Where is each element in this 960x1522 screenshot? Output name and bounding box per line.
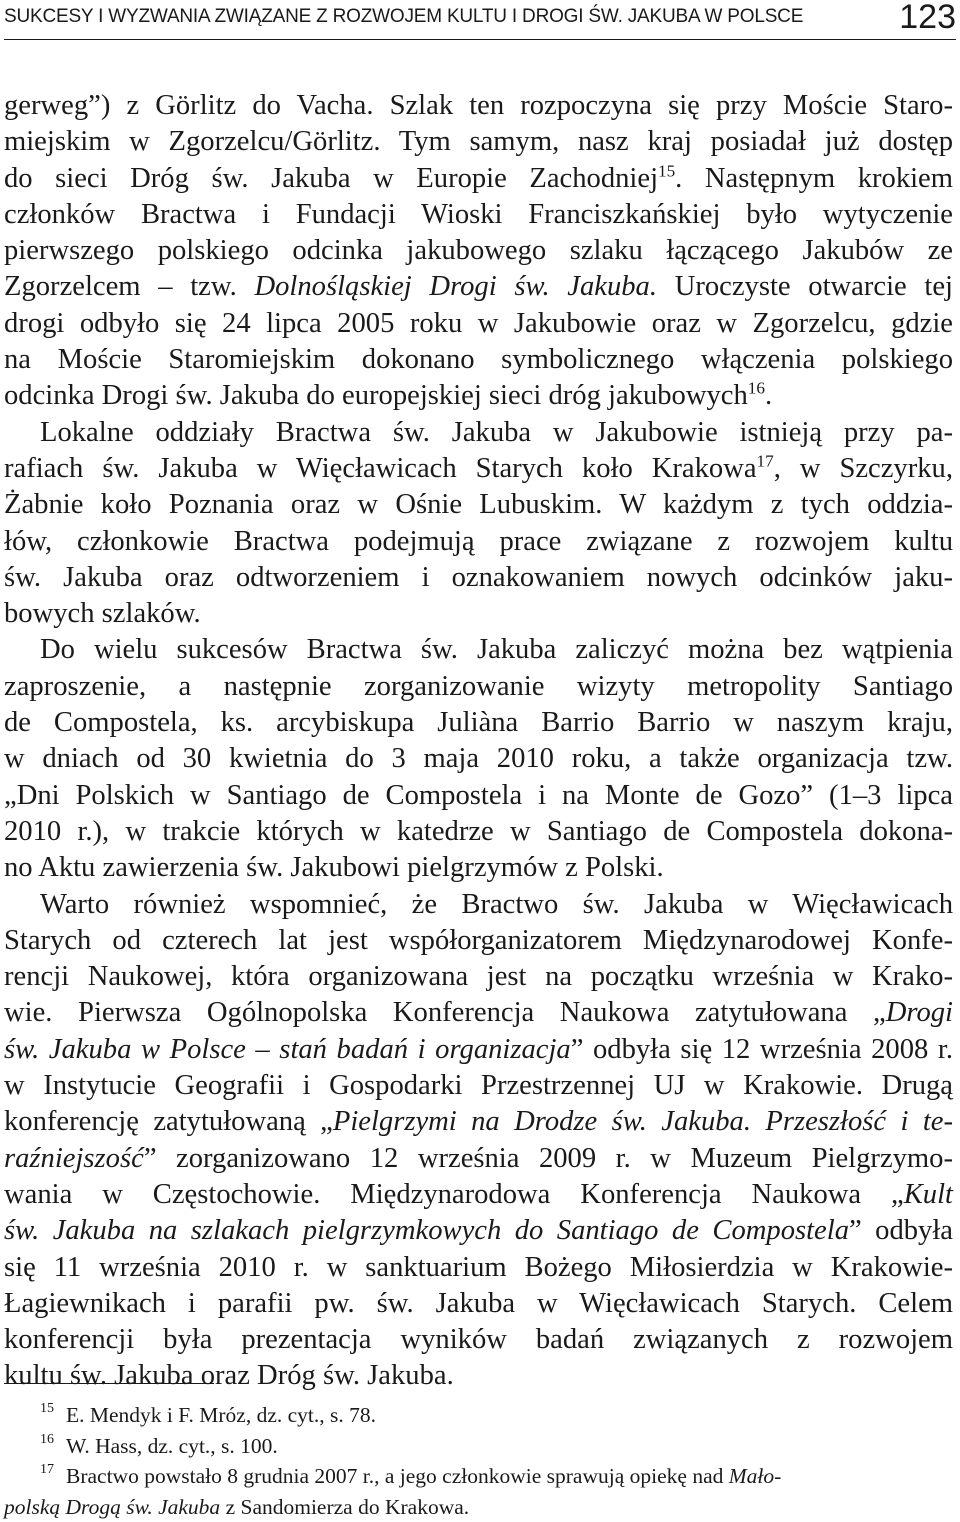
page-header xyxy=(4,2,956,40)
footnote-text: E. Mendyk i F. Mróz, dz. cyt., s. 78. xyxy=(66,1403,376,1427)
text-line xyxy=(4,1032,953,1068)
page-number: 123 xyxy=(899,0,956,37)
text-line: miejskim w Zgorzelcu/Görlitz. Tym samym, nasz kraj posiadał już dostęp xyxy=(4,124,953,160)
text-line: rencji Naukowej, która organizowana jest na początku września w Krako- xyxy=(4,959,953,995)
text-line: Żabnie koło Poznania oraz w Ośnie Lubuskim. W każdym z tych oddzia- xyxy=(4,487,953,523)
footnote-number: 15 xyxy=(40,1400,66,1418)
text-line xyxy=(4,161,953,197)
text-run: wania w Częstochowie. Międzynarodowa Konferencja Naukowa „ xyxy=(4,1179,904,1210)
footnote-text: z Sandomierza do Krakowa. xyxy=(220,1495,469,1519)
text-line xyxy=(4,1141,953,1177)
text-line xyxy=(4,269,953,305)
text-run: do sieci Dróg św. Jakuba w Europie Zachodniej xyxy=(4,163,658,194)
running-head: SUKCESY I WYZWANIA ZWIĄZANE Z ROZWOJEM KULTU I DROGI ŚW. JAKUBA W POLSCE xyxy=(4,6,803,28)
text-line: „Dni Polskich w Santiago de Compostela i na Monte de Gozo” (1–3 lipca xyxy=(4,778,953,814)
footnote-ref-17: 17 xyxy=(757,451,774,470)
text-run: ” odbyła xyxy=(849,1215,953,1246)
footnotes xyxy=(4,1400,953,1522)
footnote-italic: polską Drogą św. Jakuba xyxy=(4,1495,220,1519)
text-line: w Instytucie Geografii i Gospodarki Przestrzennej UJ w Krakowie. Drugą xyxy=(4,1068,953,1104)
text-line xyxy=(4,1213,953,1249)
text-run: . Następnym krokiem xyxy=(675,163,953,194)
text-line: de Compostela, ks. arcybiskupa Juliàna Barrio Barrio w naszym kraju, xyxy=(4,705,953,741)
italic-run: Kult xyxy=(904,1179,953,1210)
italic-run: Drogi xyxy=(886,997,953,1028)
text-line: drogi odbyło się 24 lipca 2005 roku w Jakubowie oraz w Zgorzelcu, gdzie xyxy=(4,306,953,342)
header-rule xyxy=(4,39,956,40)
text-line: Do wielu sukcesów Bractwa św. Jakuba zaliczyć można bez wątpienia xyxy=(4,632,953,668)
footnote-16 xyxy=(4,1431,953,1462)
text-line: gerweg”) z Görlitz do Vacha. Szlak ten rozpoczyna się przy Moście Staro- xyxy=(4,88,953,124)
text-line xyxy=(4,995,953,1031)
text-run: , w Szczyrku, xyxy=(774,453,953,484)
text-line: 2010 r.), w trakcie których w katedrze w Santiago de Compostela dokona- xyxy=(4,814,953,850)
text-line: Łagiewnikach i parafii pw. św. Jakuba w Więcławicach Starych. Celem xyxy=(4,1286,953,1322)
footnote-number: 17 xyxy=(40,1461,66,1479)
text-run: konferencję zatytułowaną „ xyxy=(4,1106,333,1137)
text-line: pierwszego polskiego odcinka jakubowego szlaku łączącego Jakubów ze xyxy=(4,233,953,269)
text-line: Starych od czterech lat jest współorganizatorem Międzynarodowej Konfe- xyxy=(4,923,953,959)
text-line xyxy=(4,378,953,414)
text-line: Warto również wspomnieć, że Bractwo św. Jakuba w Więcławicach xyxy=(4,887,953,923)
footnote-ref-16: 16 xyxy=(748,379,765,398)
footnote-15 xyxy=(4,1400,953,1431)
italic-run: Dolnośląskiej Drogi św. Jakuba. xyxy=(254,271,657,302)
text-run: Uroczyste otwarcie tej xyxy=(657,271,953,302)
text-line: Lokalne oddziały Bractwa św. Jakuba w Jakubowie istnieją przy pa- xyxy=(4,415,953,451)
italic-run: raźniejszość xyxy=(4,1143,144,1174)
text-run: Zgorzelcem – tzw. xyxy=(4,271,254,302)
text-line: w dniach od 30 kwietnia do 3 maja 2010 roku, a także organizacja tzw. xyxy=(4,741,953,777)
text-line xyxy=(4,1177,953,1213)
text-run: odcinka Drogi św. Jakuba do europejskiej sieci dróg jakubowych xyxy=(4,380,748,411)
body-text xyxy=(4,88,953,1395)
text-line: się 11 września 2010 r. w sanktuarium Bożego Miłosierdzia w Krakowie- xyxy=(4,1250,953,1286)
text-line xyxy=(4,1104,953,1140)
italic-run: św. Jakuba na szlakach pielgrzymkowych do Santiago de Compostela xyxy=(4,1215,849,1246)
text-line: zaproszenie, a następnie zorganizowanie wizyty metropolity Santiago xyxy=(4,669,953,705)
text-run: wie. Pierwsza Ogólnopolska Konferencja Naukowa zatytułowana „ xyxy=(4,997,886,1028)
text-line: no Aktu zawierzenia św. Jakubowi pielgrzymów z Polski. xyxy=(4,850,953,886)
text-line xyxy=(4,451,953,487)
text-run: . xyxy=(765,380,772,411)
text-line: bowych szlaków. xyxy=(4,596,953,632)
footnote-number: 16 xyxy=(40,1431,66,1449)
text-line: na Moście Staromiejskim dokonano symbolicznego włączenia polskiego xyxy=(4,342,953,378)
text-line: konferencji była prezentacja wyników badań związanych z rozwojem xyxy=(4,1322,953,1358)
italic-run: św. Jakuba w Polsce – stań badań i organizacja xyxy=(4,1034,571,1065)
footnote-text: W. Hass, dz. cyt., s. 100. xyxy=(66,1434,278,1458)
footnote-rule xyxy=(4,1383,214,1384)
footnote-text: Bractwo powstało 8 grudnia 2007 r., a jego członkowie sprawują opiekę nad xyxy=(66,1464,729,1488)
text-run: rafiach św. Jakuba w Więcławicach Starych koło Krakowa xyxy=(4,453,757,484)
text-line: łów, członkowie Bractwa podejmują prace związane z rozwojem kultu xyxy=(4,524,953,560)
footnote-17 xyxy=(4,1461,953,1492)
text-run: ” odbyła się 12 września 2008 r. xyxy=(571,1034,953,1065)
text-line: członków Bractwa i Fundacji Wioski Franciszkańskiej było wytyczenie xyxy=(4,197,953,233)
italic-run: Pielgrzymi na Drodze św. Jakuba. Przeszłość i te- xyxy=(333,1106,953,1137)
text-line: św. Jakuba oraz odtworzeniem i oznakowaniem nowych odcinków jaku- xyxy=(4,560,953,596)
text-line: kultu św. Jakuba oraz Dróg św. Jakuba. xyxy=(4,1358,953,1394)
text-run: ” zorganizowano 12 września 2009 r. w Muzeum Pielgrzymo- xyxy=(144,1143,953,1174)
footnote-ref-15: 15 xyxy=(658,161,675,180)
footnote-italic: Mało- xyxy=(729,1464,782,1488)
footnote-17-continued xyxy=(4,1492,953,1522)
